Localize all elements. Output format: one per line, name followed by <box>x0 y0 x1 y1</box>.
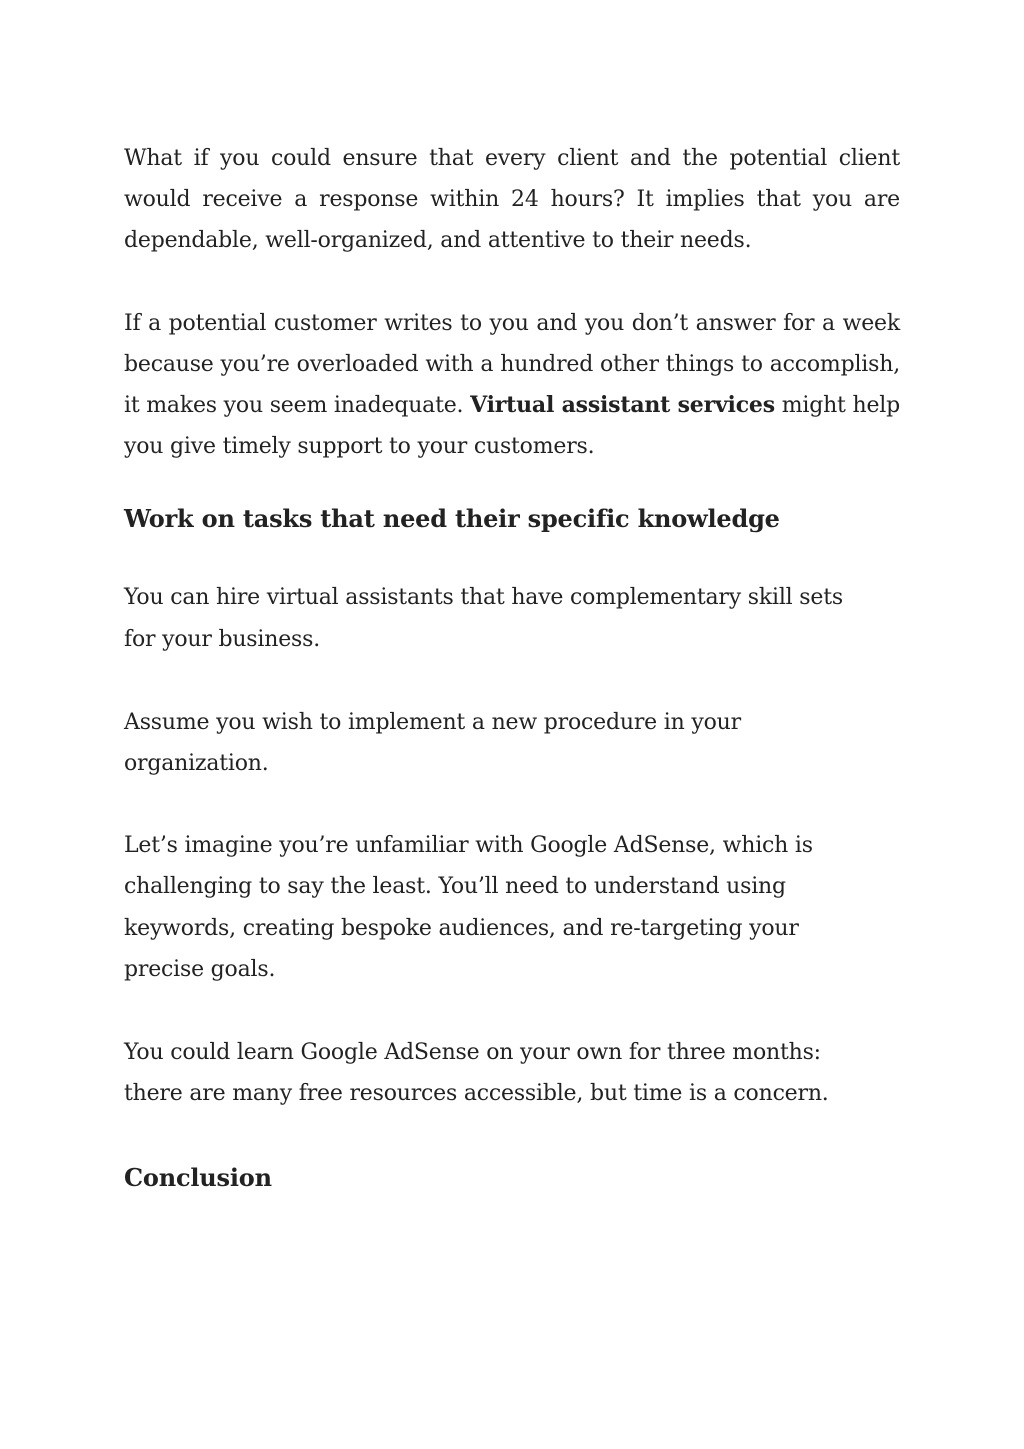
paragraph-new-procedure: Assume you wish to implement a new procedure in your organization. <box>124 709 741 777</box>
paragraph-text: might help you give timely support to your customers. <box>124 393 900 460</box>
section-heading-specific-knowledge: Work on tasks that need their specific knowledge <box>124 504 780 534</box>
paragraph-timely-support <box>124 303 900 468</box>
paragraph-response-time: What if you could ensure that every client and the potential client would receive a response within 24 hours? It implies that you are dependable, well-organized, and attentive to their needs. <box>124 146 900 254</box>
paragraph-text: If a potential customer writes to you and you don’t answer for a week because you’re overloaded with a hundred other things to accomplish, it makes you seem inadequate. <box>124 310 900 419</box>
paragraph-complementary-skills: You can hire virtual assistants that have complementary skill sets for your business. <box>124 585 843 652</box>
paragraph-google-adsense: Let’s imagine you’re unfamiliar with Google AdSense, which is challenging to say the least. You’ll need to understand using keywords, creating bespoke audiences, and re-targeting your precise goals. <box>124 833 813 982</box>
section-heading-conclusion: Conclusion <box>124 1163 272 1193</box>
document-page <box>124 138 900 1194</box>
paragraph-learning-time: You could learn Google AdSense on your own for three months: there are many free resources accessible, but time is a concern. <box>124 1040 829 1107</box>
bold-phrase-virtual-assistant-services: Virtual assistant services <box>470 392 775 419</box>
